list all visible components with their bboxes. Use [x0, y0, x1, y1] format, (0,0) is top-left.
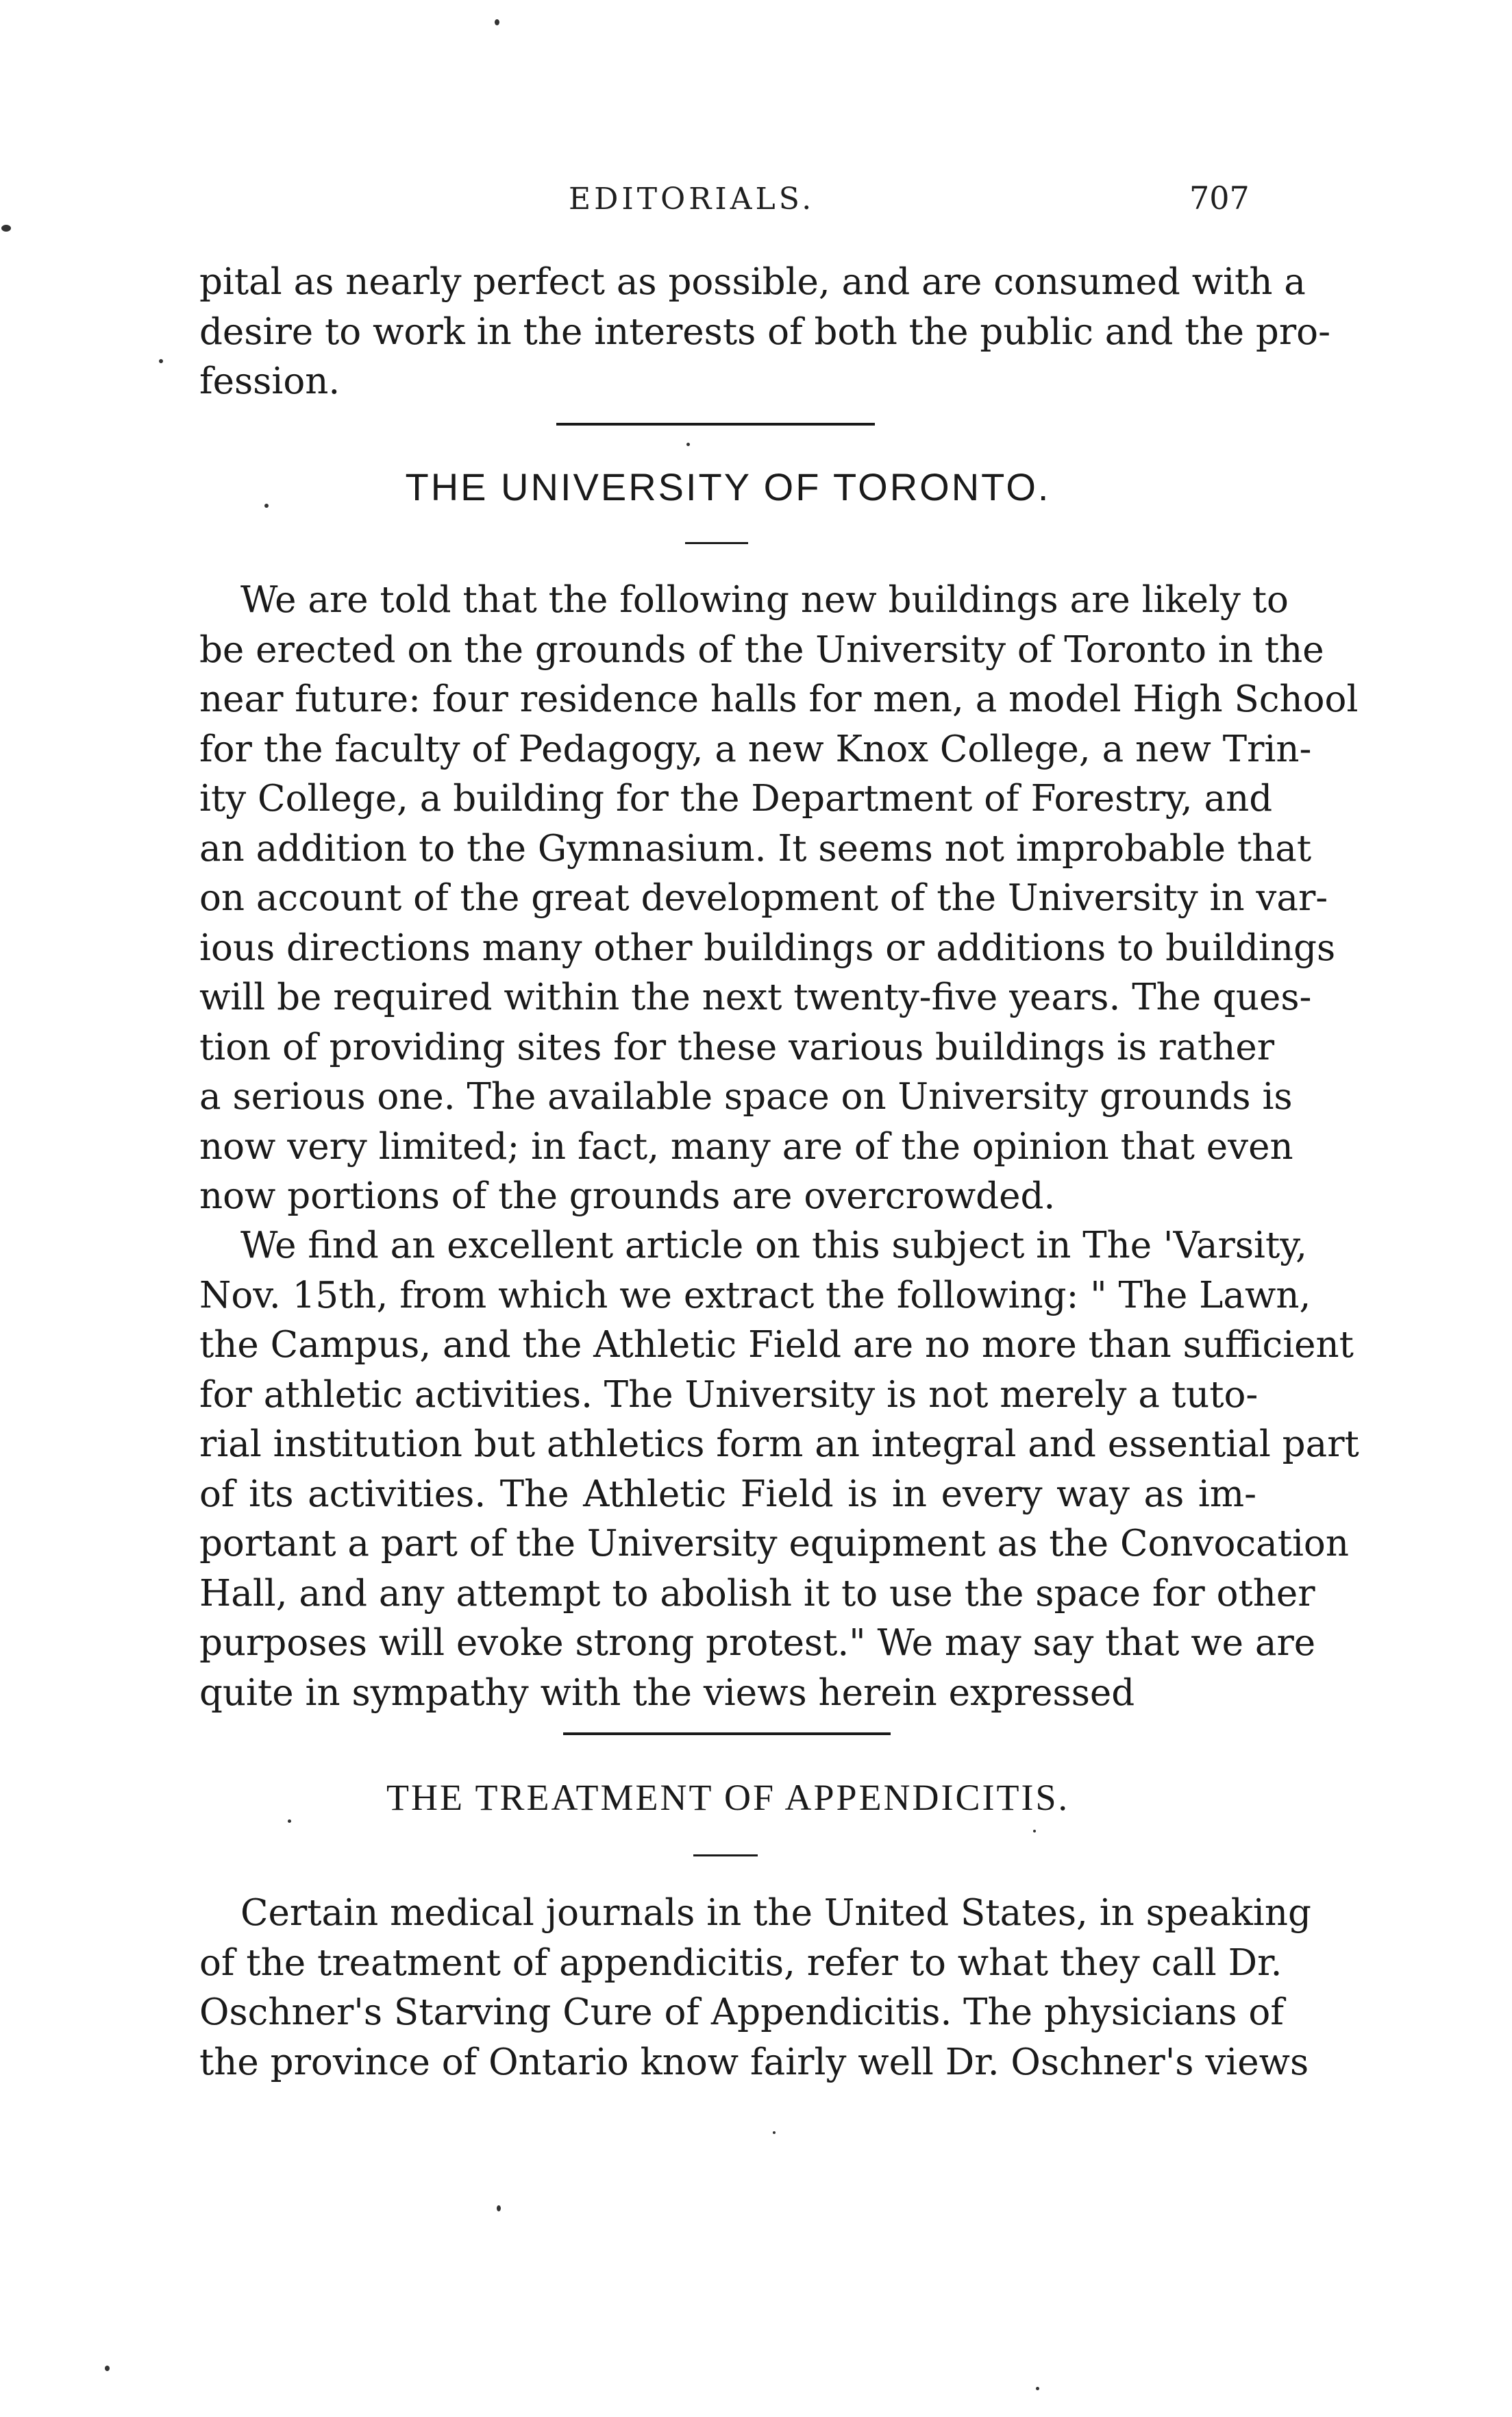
section-divider [556, 423, 875, 426]
text-line: pital as nearly perfect as possible, and are consumed with a [199, 261, 1306, 303]
text-line: portant a part of the University equipment as the Convocation [199, 1523, 1349, 1565]
opening-paragraph [199, 258, 1330, 407]
text-line: ious directions many other buildings or additions to buildings [199, 927, 1336, 969]
text-line: a serious one. The available space on University grounds is [199, 1076, 1293, 1118]
text-line: Oschner's Starving Cure of Appendicitis. The physicians of [199, 1991, 1284, 2033]
print-speck [1036, 2387, 1039, 2390]
text-line: quite in sympathy with the views herein expressed [199, 1671, 1135, 1714]
text-line: fession. [199, 360, 340, 402]
text-line: now portions of the grounds are overcrowded. [199, 1175, 1056, 1217]
section-heading-university: THE UNIVERSITY OF TORONTO. [405, 465, 1051, 508]
text-line: Hall, and any attempt to abolish it to use the space for other [199, 1572, 1315, 1615]
text-line: of the treatment of appendicitis, refer to what they call Dr. [199, 1941, 1282, 1984]
print-speck [495, 19, 499, 25]
text-line: an addition to the Gymnasium. It seems not improbable that [199, 827, 1312, 870]
text-line: now very limited; in fact, many are of the opinion that even [199, 1125, 1293, 1168]
heading-rule [685, 542, 748, 544]
text-line: on account of the great development of the University in var- [199, 877, 1328, 919]
text-line: of its activities. The Athletic Field is in every way as im- [199, 1473, 1256, 1515]
text-line: tion of providing sites for these various buildings is rather [199, 1026, 1275, 1068]
page-number: 707 [1189, 180, 1250, 217]
text-line: the province of Ontario know fairly well Dr. Oschner's views [199, 2041, 1309, 2083]
text-line: desire to work in the interests of both the public and the pro- [199, 310, 1330, 353]
text-line: be erected on the grounds of the University of Toronto in the [199, 628, 1324, 671]
heading-rule [693, 1854, 758, 1856]
text-line: We find an excellent article on this subject in The 'Varsity, [240, 1225, 1308, 1266]
text-line: Certain medical journals in the United States, in speaking [240, 1892, 1311, 1934]
print-speck [497, 2205, 501, 2211]
section-divider [563, 1732, 891, 1735]
section-heading-appendicitis: THE TREATMENT OF APPENDICITIS. [386, 1777, 1070, 1818]
university-paragraph-1 [199, 576, 1359, 1222]
appendicitis-paragraph-1 [199, 1889, 1311, 2087]
print-speck [1, 225, 11, 232]
text-line: Nov. 15th, from which we extract the following: " The Lawn, [199, 1274, 1311, 1316]
text-line: ity College, a building for the Department of Forestry, and [199, 778, 1273, 820]
text-line: for the faculty of Pedagogy, a new Knox College, a new Trin- [199, 728, 1312, 770]
text-line: purposes will evoke strong protest." We may say that we are [199, 1622, 1316, 1664]
print-speck [159, 359, 163, 363]
print-speck [773, 2131, 776, 2134]
text-line: near future: four residence halls for men, a model High School [199, 678, 1359, 720]
text-line: the Campus, and the Athletic Field are no more than sufficient [199, 1324, 1354, 1366]
university-paragraph-2 [199, 1221, 1359, 1718]
print-speck [105, 2366, 110, 2371]
print-speck [1033, 1830, 1036, 1832]
text-line: rial institution but athletics form an integral and essential part [199, 1423, 1359, 1465]
print-speck [288, 1819, 291, 1823]
text-line: will be required within the next twenty-five years. The ques- [199, 977, 1312, 1018]
text-line: We are told that the following new buildings are likely to [240, 579, 1289, 621]
running-head: EDITORIALS. [569, 182, 815, 217]
text-line: for athletic activities. The University is not merely a tuto- [199, 1373, 1259, 1416]
print-speck [686, 443, 690, 446]
